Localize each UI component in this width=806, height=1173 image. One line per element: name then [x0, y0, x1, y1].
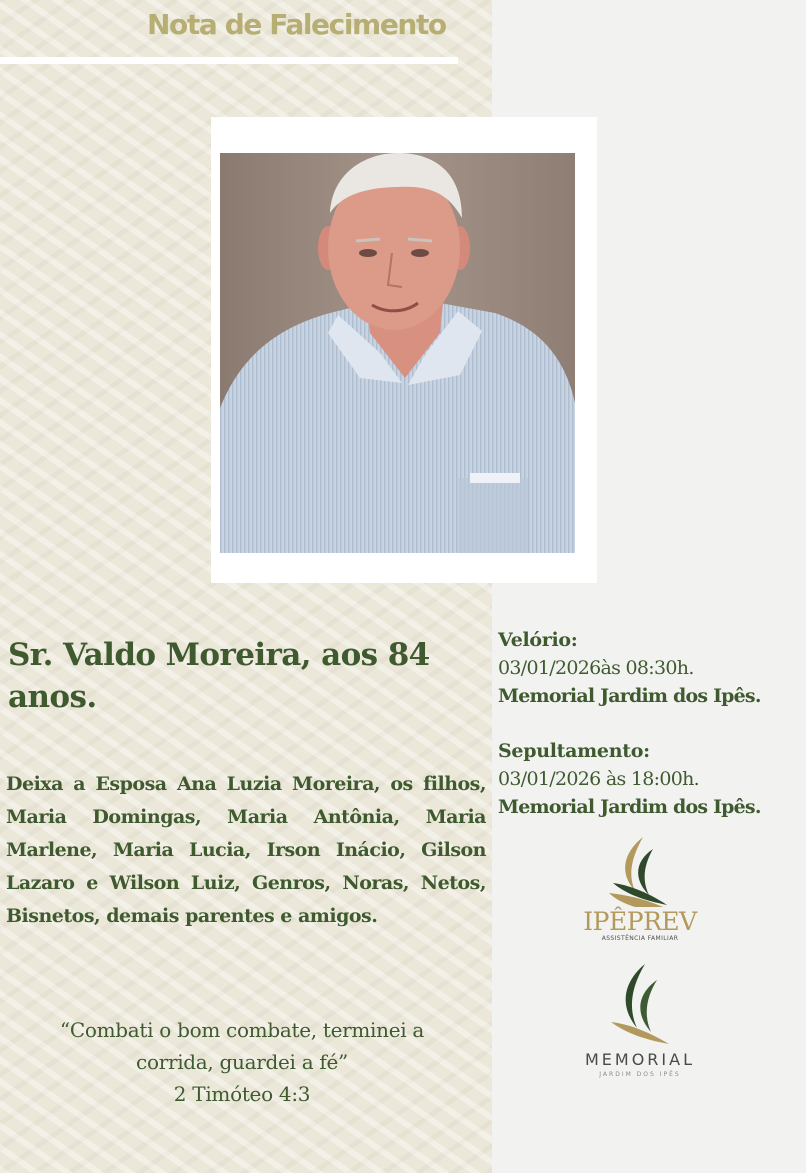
- leaf-flame-icon: [605, 835, 675, 907]
- velorio-label: Velório:: [498, 629, 578, 651]
- memorial-logo: [560, 962, 720, 1080]
- sepultamento-datetime: 03/01/2026 às 18:00h.: [498, 768, 699, 790]
- deceased-name: Sr. Valdo Moreira, aos 84 anos.: [8, 637, 430, 715]
- ipeprev-subtitle: ASSISTÊNCIA FAMILIAR: [601, 935, 679, 942]
- memorial-subtitle: JARDIM DOS IPÊS: [599, 1071, 681, 1078]
- sepultamento-label: Sepultamento:: [498, 740, 650, 762]
- quote-line-2: corrida, guardei a fé”: [136, 1050, 348, 1074]
- bible-quote: [0, 1014, 484, 1110]
- velorio-place: Memorial Jardim dos Ipês.: [498, 685, 761, 707]
- portrait-frame: [211, 117, 597, 583]
- quote-reference: 2 Timóteo 4:3: [173, 1082, 311, 1106]
- sepultamento-place: Memorial Jardim dos Ipês.: [498, 796, 761, 818]
- portrait-photo: [220, 153, 575, 553]
- sepultamento-info: [498, 737, 806, 821]
- velorio-datetime: 03/01/2026às 08:30h.: [498, 657, 694, 679]
- portrait-illustration: [220, 153, 575, 553]
- family-notice: Deixa a Esposa Ana Luzia Moreira, os filhos, Maria Domingas, Maria Antônia, Maria Marlene, Maria Lucia, Irson Inácio, Gilson Lazaro e Wilson Luiz, Genros, Noras, Netos, Bisnetos, demais parentes e amigos.: [6, 773, 486, 927]
- header-divider: [0, 57, 458, 64]
- memorial-name: MEMORIAL: [584, 1050, 695, 1069]
- page-title: Nota de Falecimento: [147, 8, 446, 41]
- velorio-info: [498, 626, 806, 710]
- ipeprev-name: IPÊPREV: [583, 907, 697, 936]
- leaf-flame-icon: [605, 962, 675, 1046]
- ipeprev-logo: [570, 835, 710, 943]
- quote-line-1: “Combati o bom combate, terminei a: [59, 1018, 425, 1042]
